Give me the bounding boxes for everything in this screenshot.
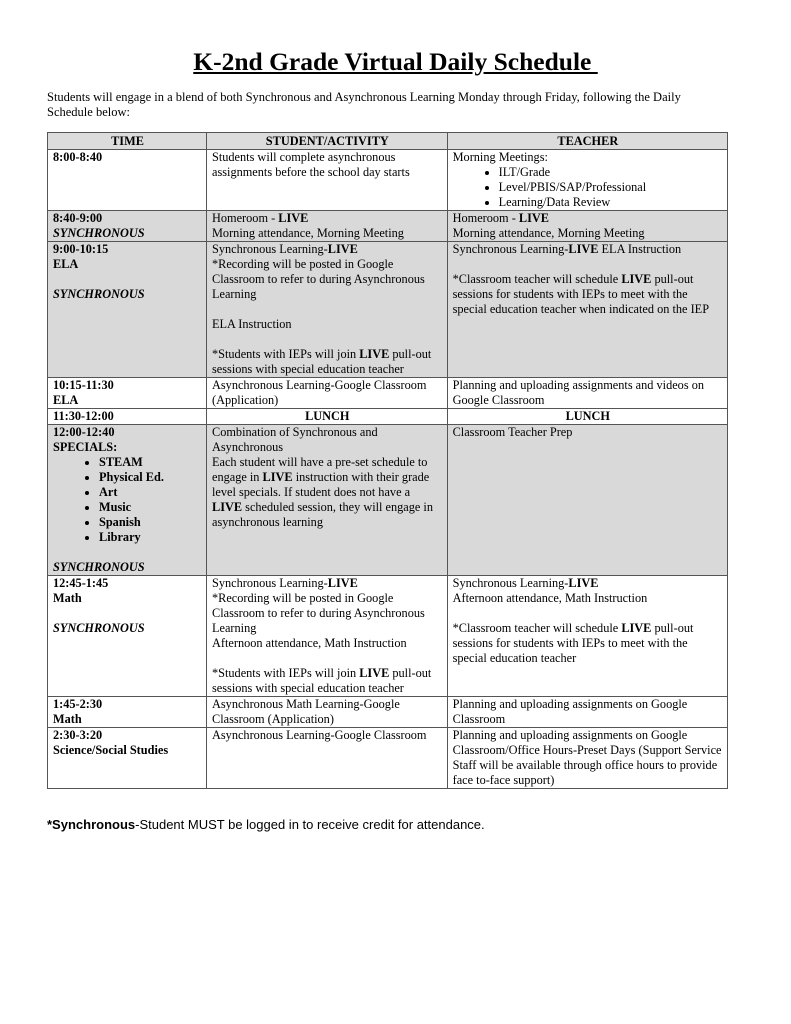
teacher-line: *Classroom teacher will schedule LIVE pull-out sessions for students with IEPs to meet with the special education teacher	[452, 621, 694, 665]
table-row	[48, 211, 728, 242]
teacher-line: Synchronous Learning-LIVE ELA Instruction	[452, 242, 682, 256]
table-row	[48, 728, 728, 789]
time-cell	[48, 728, 207, 789]
teacher-line: Homeroom - LIVE	[452, 211, 549, 225]
student-line: Synchronous Learning-LIVE	[212, 576, 358, 590]
student-cell	[207, 425, 448, 576]
list-item: • Level/PBIS/SAP/Professional	[499, 180, 723, 195]
list-item: • Learning/Data Review	[499, 195, 723, 210]
subject-label: Math	[53, 712, 82, 726]
sync-label: SYNCHRONOUS	[53, 287, 145, 301]
teacher-line: Synchronous Learning-LIVE	[452, 576, 599, 590]
time-cell	[48, 576, 207, 697]
header-student-activity: STUDENT/ACTIVITY	[207, 133, 448, 150]
student-line: Combination of Synchronous and Asynchronous	[212, 425, 378, 454]
teacher-heading: Morning Meetings:	[452, 150, 548, 164]
table-row	[48, 697, 728, 728]
student-line: *Students with IEPs will join LIVE pull-out sessions with special education teacher	[212, 347, 432, 376]
time-label: 9:00-10:15	[53, 242, 109, 256]
teacher-line: Morning attendance, Morning Meeting	[452, 226, 645, 240]
student-cell: Asynchronous Math Learning-Google Classroom (Application)	[207, 697, 448, 728]
meeting-list	[453, 165, 723, 210]
student-line: Synchronous Learning-LIVE	[212, 242, 358, 256]
list-item: • ILT/Grade	[499, 165, 723, 180]
table-row	[48, 242, 728, 378]
teacher-line: Afternoon attendance, Math Instruction	[452, 591, 648, 605]
time-label: 8:00-8:40	[53, 150, 103, 164]
time-cell	[48, 242, 207, 378]
table-row	[48, 425, 728, 576]
subject-label: Math	[53, 591, 82, 605]
list-item: • Music	[99, 500, 202, 515]
student-cell: Asynchronous Learning-Google Classroom	[207, 728, 448, 789]
intro-text: Students will engage in a blend of both Synchronous and Asynchronous Learning Monday through Friday, following the Daily Schedule below:	[47, 90, 681, 119]
student-cell	[207, 150, 448, 211]
teacher-cell: Planning and uploading assignments on Google Classroom/Office Hours-Preset Days (Support Service Staff will be available through office hours to provide face to-face support)	[447, 728, 727, 789]
time-cell	[48, 425, 207, 576]
student-cell	[207, 211, 448, 242]
header-time: TIME	[48, 133, 207, 150]
lunch-cell: LUNCH	[447, 409, 727, 425]
subject-label: SPECIALS:	[53, 440, 118, 454]
time-cell	[48, 378, 207, 409]
student-cell: Asynchronous Learning-Google Classroom (Application)	[207, 378, 448, 409]
student-cell	[207, 576, 448, 697]
student-text: Students will complete asynchronous assignments before the school day starts	[212, 150, 410, 179]
specials-list	[53, 455, 202, 545]
time-cell: 11:30-12:00	[48, 409, 207, 425]
time-cell	[48, 150, 207, 211]
student-line: Each student will have a pre-set schedule to engage in LIVE instruction with their grade level specials. If student does not have a LIVE scheduled session, they will engage in asynchronous learning	[212, 455, 433, 529]
student-line: Morning attendance, Morning Meeting	[212, 226, 404, 240]
subject-label: ELA	[53, 257, 79, 271]
time-label: 2:30-3:20	[53, 728, 103, 742]
table-row	[48, 576, 728, 697]
list-item: • Library	[99, 530, 202, 545]
student-cell	[207, 242, 448, 378]
table-row	[48, 409, 728, 425]
time-label: 12:00-12:40	[53, 425, 115, 439]
time-label: 8:40-9:00	[53, 211, 103, 225]
teacher-cell	[447, 242, 727, 378]
sync-label: SYNCHRONOUS	[53, 560, 145, 574]
table-row	[48, 150, 728, 211]
teacher-cell: Planning and uploading assignments and videos on Google Classroom	[447, 378, 727, 409]
student-line: *Students with IEPs will join LIVE pull-out sessions with special education teacher	[212, 666, 432, 695]
time-label: 1:45-2:30	[53, 697, 103, 711]
student-line: *Recording will be posted in Google Classroom to refer to during Asynchronous Learning	[212, 257, 425, 301]
list-item: • STEAM	[99, 455, 202, 470]
teacher-cell	[447, 211, 727, 242]
student-line: Homeroom - LIVE	[212, 211, 309, 225]
list-item: • Art	[99, 485, 202, 500]
page-title: K-2nd Grade Virtual Daily Schedule	[193, 47, 598, 76]
time-cell	[48, 697, 207, 728]
schedule-table	[47, 132, 728, 789]
list-item: • Physical Ed.	[99, 470, 202, 485]
teacher-cell: Classroom Teacher Prep	[447, 425, 727, 576]
teacher-cell: Planning and uploading assignments on Google Classroom	[447, 697, 727, 728]
time-label: 10:15-11:30	[53, 378, 114, 392]
sync-label: SYNCHRONOUS	[53, 621, 145, 635]
time-cell	[48, 211, 207, 242]
student-line: ELA Instruction	[212, 317, 292, 331]
table-header-row	[48, 133, 728, 150]
lunch-cell: LUNCH	[207, 409, 448, 425]
subject-label: ELA	[53, 393, 79, 407]
teacher-cell	[447, 150, 727, 211]
time-label: 12:45-1:45	[53, 576, 109, 590]
sync-label: SYNCHRONOUS	[53, 226, 145, 240]
teacher-cell	[447, 576, 727, 697]
header-teacher: TEACHER	[447, 133, 727, 150]
table-row	[48, 378, 728, 409]
student-line: Afternoon attendance, Math Instruction	[212, 636, 407, 650]
footer-note: *Synchronous-Student MUST be logged in to receive credit for attendance.	[47, 817, 485, 832]
student-line: *Recording will be posted in Google Classroom to refer to during Asynchronous Learning	[212, 591, 425, 635]
teacher-line: *Classroom teacher will schedule LIVE pull-out sessions for students with IEPs to meet with the special education teacher when indicated on the IEP	[452, 272, 710, 316]
list-item: • Spanish	[99, 515, 202, 530]
subject-label: Science/Social Studies	[53, 743, 169, 757]
